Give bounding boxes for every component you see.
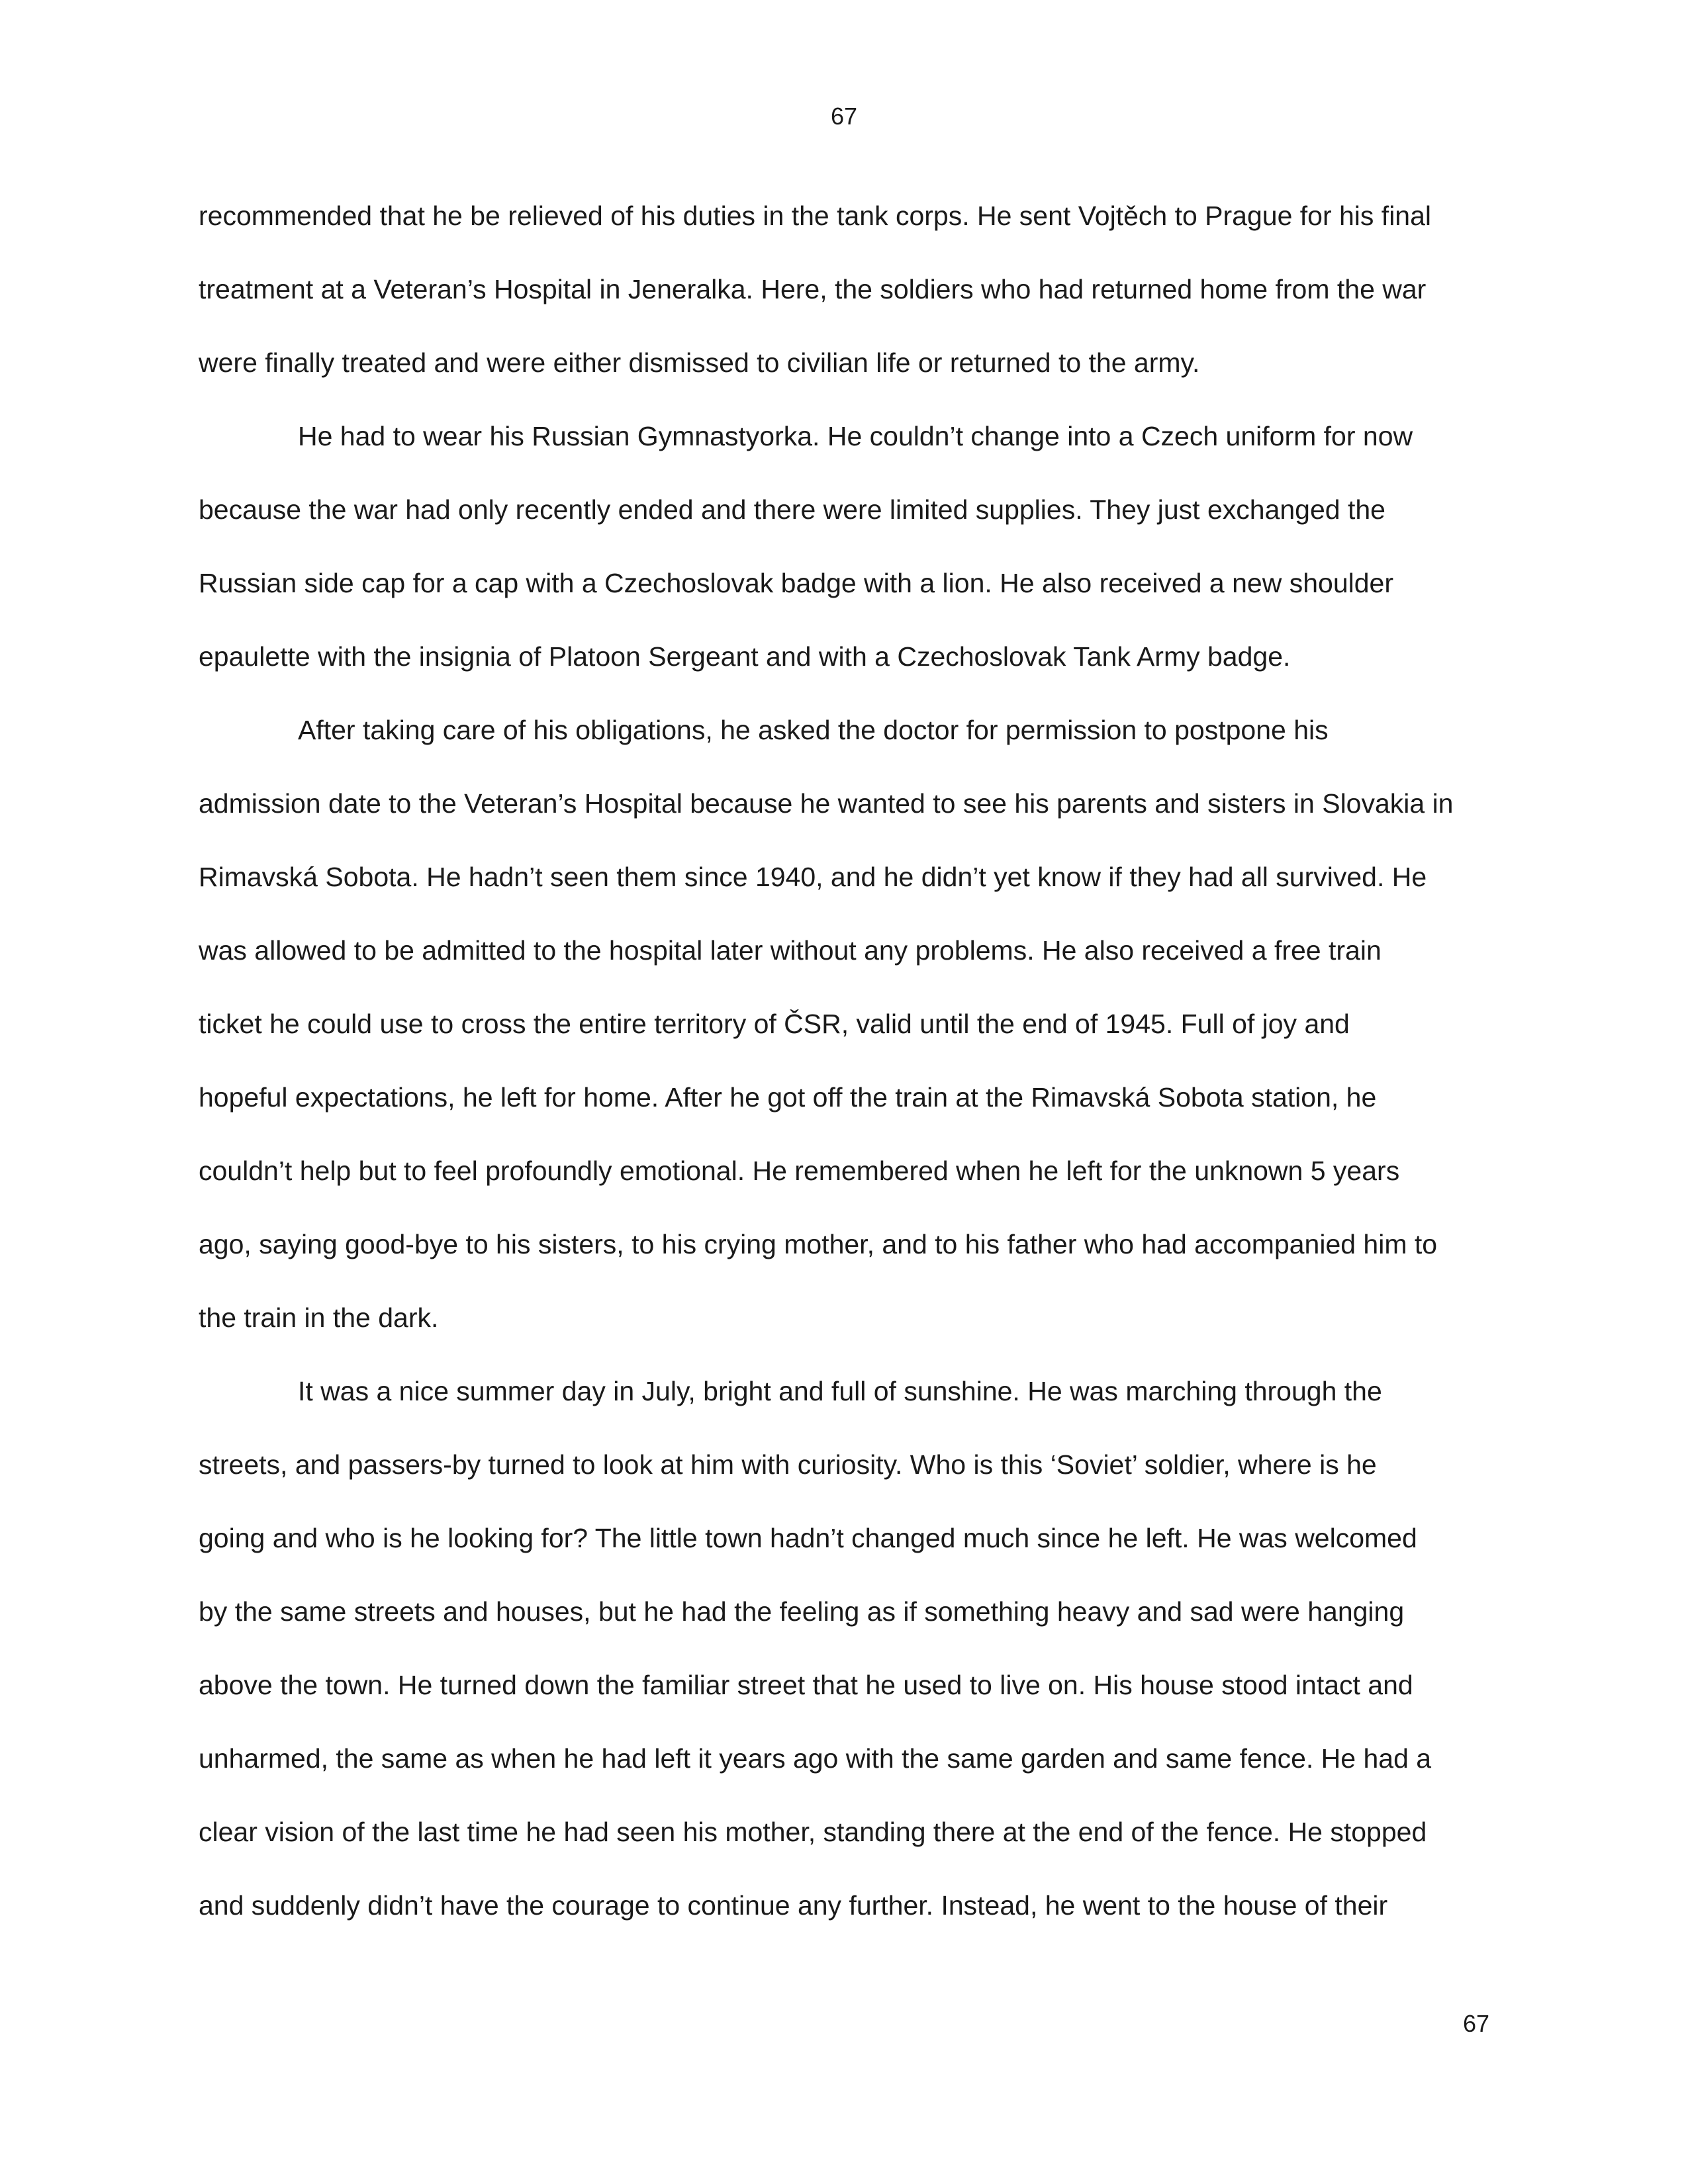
text-line: by the same streets and houses, but he had the feeling as if something heavy and sad were hanging	[199, 1596, 1405, 1627]
text-line: because the war had only recently ended and there were limited supplies. They just exchanged the	[199, 494, 1385, 525]
text-line: were finally treated and were either dismissed to civilian life or returned to the army.	[199, 347, 1200, 378]
text-line: and suddenly didn’t have the courage to continue any further. Instead, he went to the house of their	[199, 1890, 1388, 1921]
text-line: Russian side cap for a cap with a Czechoslovak badge with a lion. He also received a new shoulder	[199, 568, 1394, 598]
text-line: hopeful expectations, he left for home. After he got off the train at the Rimavská Sobota station, he	[199, 1082, 1377, 1113]
text-line-indented: After taking care of his obligations, he asked the doctor for permission to postpone his	[298, 715, 1329, 745]
text-line-indented: He had to wear his Russian Gymnastyorka. He couldn’t change into a Czech uniform for now	[298, 421, 1413, 451]
text-line: above the town. He turned down the familiar street that he used to live on. His house stood intact and	[199, 1670, 1413, 1700]
text-line: was allowed to be admitted to the hospital later without any problems. He also received a free train	[199, 935, 1382, 966]
text-line-indented: It was a nice summer day in July, bright and full of sunshine. He was marching through the	[298, 1376, 1382, 1406]
text-line: admission date to the Veteran’s Hospital because he wanted to see his parents and sisters in Slovakia in	[199, 788, 1454, 819]
text-line: recommended that he be relieved of his duties in the tank corps. He sent Vojtěch to Prague for his final	[199, 201, 1432, 231]
text-line: unharmed, the same as when he had left it years ago with the same garden and same fence. He had a	[199, 1743, 1432, 1774]
text-line: couldn’t help but to feel profoundly emotional. He remembered when he left for the unknown 5 years	[199, 1156, 1400, 1186]
text-line: epaulette with the insignia of Platoon Sergeant and with a Czechoslovak Tank Army badge.	[199, 641, 1291, 672]
text-line: ticket he could use to cross the entire territory of ČSR, valid until the end of 1945. Full of joy and	[199, 1009, 1350, 1039]
text-line: ago, saying good-bye to his sisters, to his crying mother, and to his father who had accompanied him to	[199, 1229, 1438, 1259]
page-number-bottom: 67	[1462, 2010, 1489, 2037]
text-line: the train in the dark.	[199, 1302, 439, 1333]
text-line: Rimavská Sobota. He hadn’t seen them since 1940, and he didn’t yet know if they had all survived. He	[199, 862, 1427, 892]
page-number-top: 67	[830, 103, 858, 130]
text-line: treatment at a Veteran’s Hospital in Jeneralka. Here, the soldiers who had returned home from the war	[199, 274, 1427, 304]
text-line: clear vision of the last time he had seen his mother, standing there at the end of the fence. He stopped	[199, 1817, 1427, 1847]
text-line: going and who is he looking for? The little town hadn’t changed much since he left. He was welcomed	[199, 1523, 1417, 1553]
text-line: streets, and passers-by turned to look at him with curiosity. Who is this ‘Soviet’ soldier, where is he	[199, 1449, 1377, 1480]
